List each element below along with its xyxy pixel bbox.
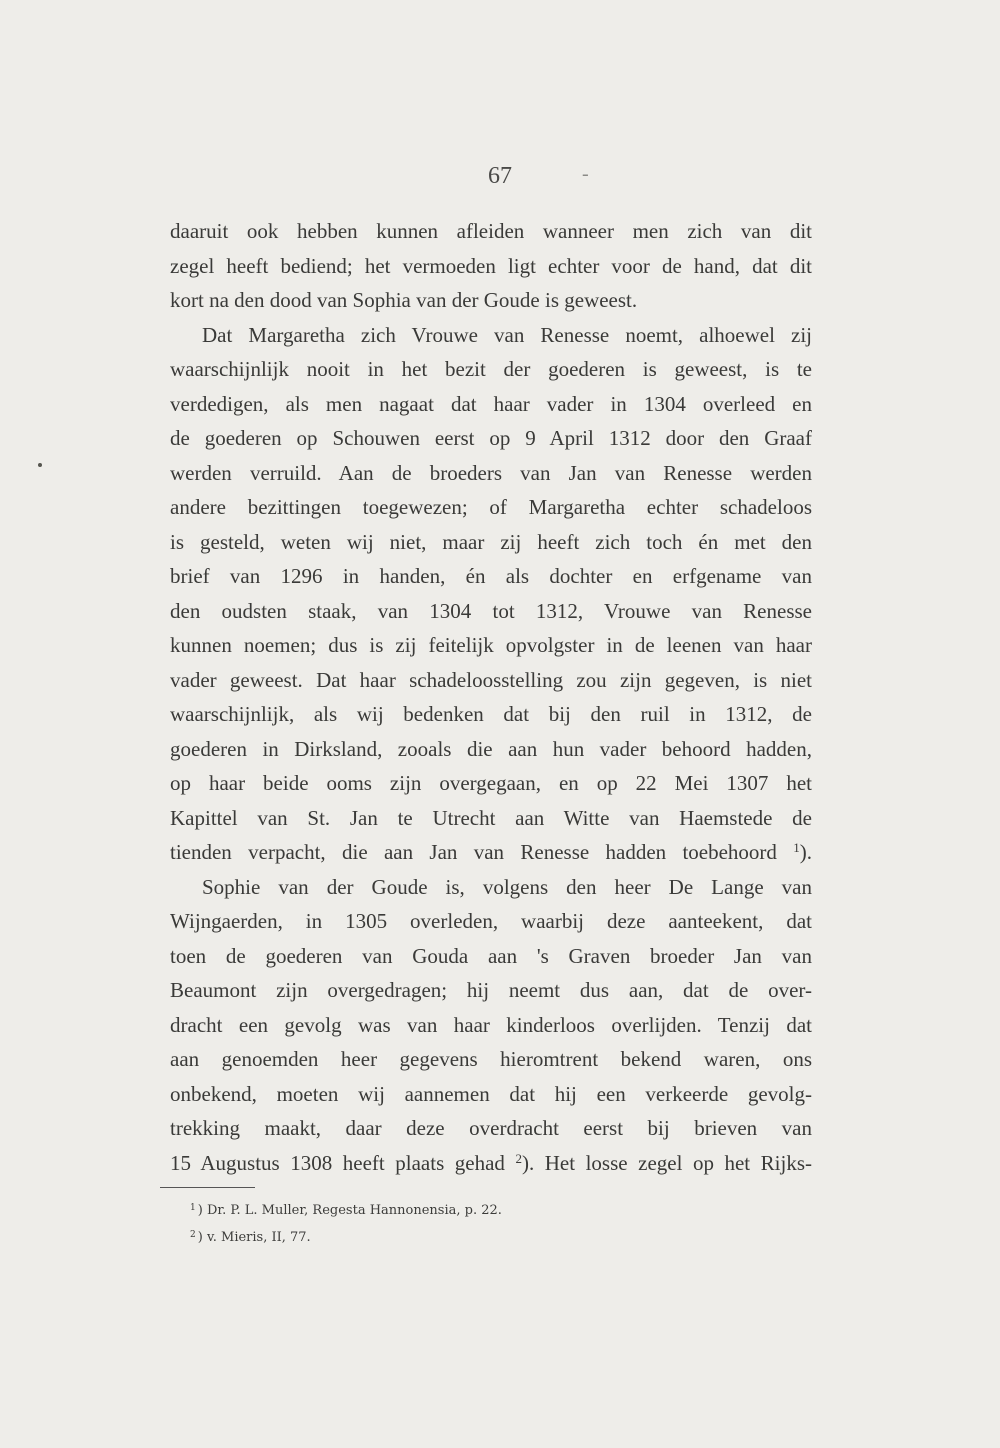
footnote-mark: 2 xyxy=(190,1230,196,1240)
footnote-mark: 1 xyxy=(190,1203,196,1213)
footnote-ref-1: 1 xyxy=(793,840,800,855)
text-line: vader geweest. Dat haar schadeloosstelling zou zijn gegeven, is niet xyxy=(170,667,812,692)
text-line: Sophie van der Goude is, volgens den heer De Lange van xyxy=(202,874,812,899)
text-fragment: tienden verpacht, die aan Jan van Renesse hadden toebehoord xyxy=(170,840,777,864)
text-line: waarschijnlijk, als wij bedenken dat bij den ruil in 1312, de xyxy=(170,702,812,726)
text-line: dracht een gevolg was van haar kinderloos overlijden. Tenzij dat xyxy=(170,1012,812,1037)
text-line: aan genoemden heer gegevens hieromtrent bekend waren, ons xyxy=(170,1047,812,1071)
text-fragment: ). Het losse zegel op het Rijks- xyxy=(521,1150,813,1175)
footnote-ref-2: 2 xyxy=(515,1150,522,1166)
footnotes xyxy=(190,1196,502,1250)
text-fragment: 15 Augustus 1308 heeft plaats gehad xyxy=(170,1150,505,1175)
footnote-text: ) Dr. P. L. Muller, Regesta Hannonensia, p. 22. xyxy=(197,1203,502,1218)
text-line: Beaumont zijn overgedragen; hij neemt dus aan, dat de over- xyxy=(170,978,812,1002)
footnote-text: ) v. Mieris, II, 77. xyxy=(197,1230,311,1245)
paragraph-3 xyxy=(170,870,812,1181)
footnote-divider xyxy=(160,1187,255,1188)
text-line: is gesteld, weten wij niet, maar zij heeft zich toch én met den xyxy=(170,529,812,554)
text-line: kunnen noemen; dus is zij feitelijk opvolgster in de leenen van haar xyxy=(170,633,812,657)
text-line: Dat Margaretha zich Vrouwe van Renesse noemt, alhoewel zij xyxy=(202,322,812,347)
text-line: verdedigen, als men nagaat dat haar vader in 1304 overleed en xyxy=(170,391,812,416)
text-line: toen de goederen van Gouda aan 's Graven broeder Jan van xyxy=(170,943,812,968)
text-fragment: ). xyxy=(799,840,813,864)
text-line: de goederen op Schouwen eerst op 9 April 1312 door den Graaf xyxy=(170,426,812,450)
text-line: Kapittel van St. Jan te Utrecht aan Witte van Haemstede de xyxy=(170,805,812,830)
text-line: op haar beide ooms zijn overgegaan, en op 22 Mei 1307 het xyxy=(170,771,812,795)
footnote-1 xyxy=(190,1196,502,1223)
margin-speck-left xyxy=(38,463,42,467)
text-line: brief van 1296 in handen, én als dochter en erfgename van xyxy=(170,564,812,588)
paragraph-1 xyxy=(170,214,812,318)
text-line: den oudsten staak, van 1304 tot 1312, Vrouwe van Renesse xyxy=(170,598,812,623)
text-line-with-footnote xyxy=(170,1146,812,1181)
text-line: Wijngaerden, in 1305 overleden, waarbij deze aanteekent, dat xyxy=(170,909,812,933)
text-line: werden verruild. Aan de broeders van Jan van Renesse werden xyxy=(170,460,812,485)
text-line: kort na den dood van Sophia van der Goude is geweest. xyxy=(170,288,638,312)
text-line-with-footnote xyxy=(170,835,812,870)
text-line: andere bezittingen toegewezen; of Margaretha echter schadeloos xyxy=(170,495,812,519)
paragraph-2 xyxy=(170,318,812,870)
text-line: trekking maakt, daar deze overdracht eerst bij brieven van xyxy=(170,1116,812,1140)
body-text xyxy=(170,214,812,1180)
text-line: zegel heeft bediend; het vermoeden ligt echter voor de hand, dat dit xyxy=(170,253,812,278)
text-line: goederen in Dirksland, zooals die aan hun vader behoord hadden, xyxy=(170,736,812,761)
text-line: daaruit ook hebben kunnen afleiden wanneer men zich van dit xyxy=(170,219,812,243)
page-number: 67 xyxy=(488,163,512,189)
page-number-dash: - xyxy=(582,163,589,185)
text-line: waarschijnlijk nooit in het bezit der goederen is geweest, is te xyxy=(170,357,812,381)
text-line: onbekend, moeten wij aannemen dat hij een verkeerde gevolg- xyxy=(170,1081,812,1106)
footnote-2 xyxy=(190,1223,502,1250)
